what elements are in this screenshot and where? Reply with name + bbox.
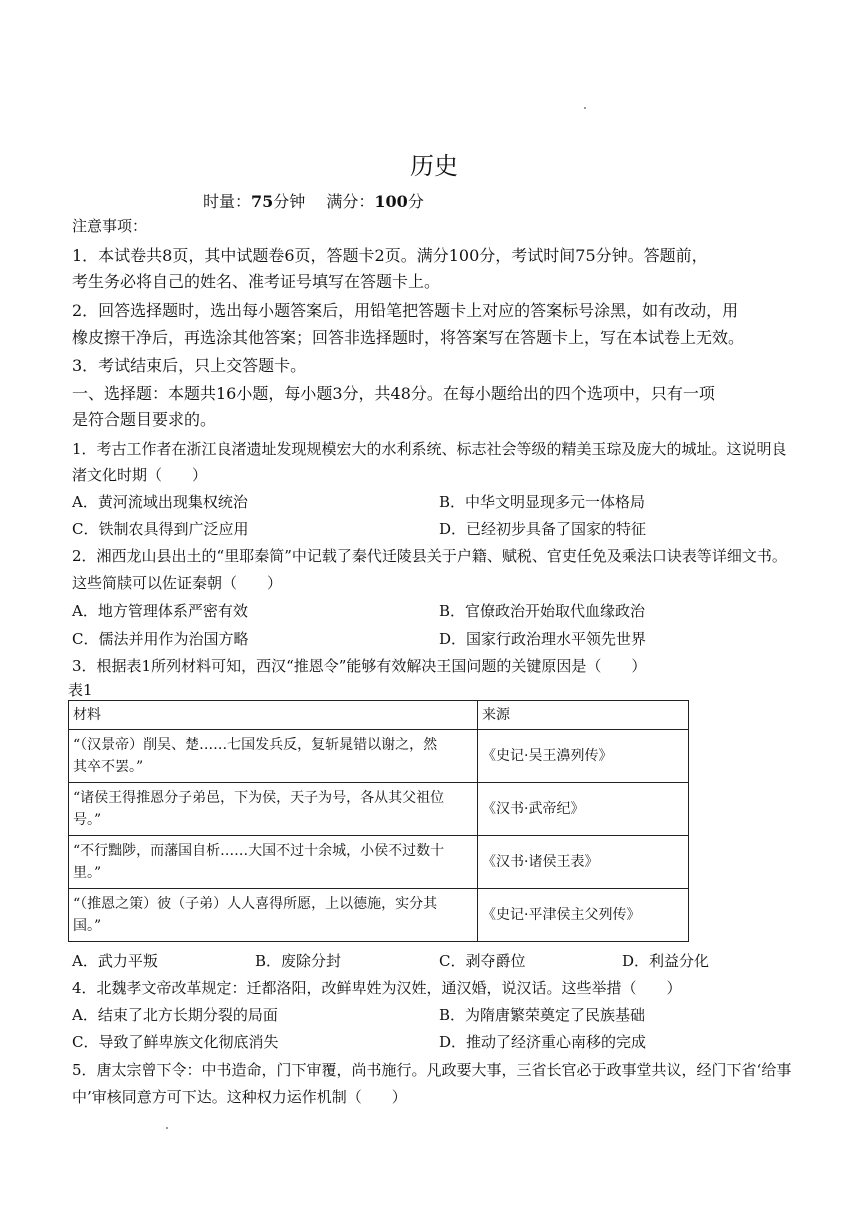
section-heading: 一、选择题：本题共16小题，每小题3分，共48分。在每小题给出的四个选项中，只有一项: [72, 384, 715, 403]
score-unit: 分: [407, 192, 424, 211]
source-cell: 《汉书·诸侯王表》: [478, 836, 689, 889]
q2-option-c: C．儒法并用作为治国方略: [72, 630, 249, 648]
time-value: 75: [251, 192, 274, 211]
q2-option-b: B．官僚政治开始取代血缘政治: [439, 602, 646, 620]
source-cell: 《史记·平津侯主父列传》: [478, 889, 689, 942]
notice-item-1-cont: 考生务必将自己的姓名、准考证号填写在答题卡上。: [72, 272, 441, 291]
notice-heading: 注意事项：: [72, 217, 148, 235]
section-heading-cont: 是符合题目要求的。: [72, 410, 217, 429]
q1-option-c: C．铁制农具得到广泛应用: [72, 520, 249, 538]
notice-item-1: 1．本试卷共8页，其中试题卷6页，答题卡2页。满分100分，考试时间75分钟。答题前，: [72, 246, 708, 265]
q1-option-b: B．中华文明显现多元一体格局: [439, 493, 646, 511]
q2-option-a: A．地方管理体系严密有效: [72, 602, 248, 620]
material-cell: [69, 730, 478, 783]
score-label: 满分：: [326, 192, 375, 211]
page-title: 历史: [410, 152, 458, 180]
q4-option-d: D．推动了经济重心南移的完成: [439, 1033, 647, 1051]
q4-stem: 4．北魏孝文帝改革规定：迁都洛阳，改鲜卑姓为汉姓，通汉婚，说汉话。这些举措（ ）: [72, 979, 682, 997]
table-caption: 表1: [68, 681, 93, 699]
q5-stem: 5．唐太宗曾下令：中书造命，门下审覆，尚书施行。凡政要大事，三省长官必于政事堂共议，经门下省‘给事: [72, 1061, 792, 1079]
time-unit: 分钟: [273, 192, 306, 211]
table-header-row: [69, 701, 689, 730]
material-text: 里。”: [73, 865, 102, 881]
material-text: 其卒不罢。”: [73, 759, 144, 775]
q1-option-d: D．已经初步具备了国家的特征: [439, 520, 647, 538]
q2-option-d: D．国家行政治理水平领先世界: [439, 630, 647, 648]
notice-item-2-cont: 橡皮擦干净后，再选涂其他答案；回答非选择题时，将答案写在答题卡上，写在本试卷上无效。: [72, 328, 745, 347]
q5-stem-cont: 中’审核同意方可下达。这种权力运作机制（ ）: [72, 1088, 407, 1106]
material-text: “不行黜陟，而藩国自析……大国不过十余城，小侯不过数十: [73, 843, 445, 859]
material-text: 号。”: [73, 812, 102, 828]
table-row: [69, 730, 689, 783]
q3-stem: 3．根据表1所列材料可知，西汉“推恩令”能够有效解决王国问题的关键原因是（ ）: [72, 657, 647, 675]
time-label: 时量：: [203, 192, 252, 211]
q4-option-c: C．导致了鲜卑族文化彻底消失: [72, 1033, 279, 1051]
q3-option-a: A．武力平叛: [72, 952, 158, 970]
material-cell: [69, 889, 478, 942]
q4-option-b: B．为隋唐繁荣奠定了民族基础: [439, 1006, 646, 1024]
table-row: [69, 836, 689, 889]
material-cell: [69, 783, 478, 836]
col-material-header: 材料: [69, 701, 478, 730]
q4-option-a: A．结束了北方长期分裂的局面: [72, 1006, 278, 1024]
source-cell: 《史记·吴王濞列传》: [478, 730, 689, 783]
score-value: 100: [374, 192, 408, 211]
q1-stem: 1．考古工作者在浙江良渚遗址发现规模宏大的水利系统、标志社会等级的精美玉琮及庞大的城址。这说明良: [72, 440, 787, 458]
source-cell: 《汉书·武帝纪》: [478, 783, 689, 836]
material-text: “（推恩之策）彼（子弟）人人喜得所愿，上以德施，实分其: [73, 896, 438, 912]
material-text: “（汉景帝）削吴、楚……七国发兵反，复斩晁错以谢之，然: [73, 737, 438, 753]
q2-stem: 2．湘西龙山县出土的“里耶秦简”中记载了秦代迁陵县关于户籍、赋税、官吏任免及乘法口诀表等详细文书。: [72, 547, 787, 565]
q3-option-c: C．剥夺爵位: [439, 952, 526, 970]
q3-option-b: B．废除分封: [255, 952, 342, 970]
exam-meta: [203, 192, 424, 212]
material-text: 国。”: [73, 918, 102, 934]
table-row: [69, 889, 689, 942]
notice-item-2: 2．回答选择题时，选出每小题答案后，用铅笔把答题卡上对应的答案标号涂黑，如有改动，用: [72, 301, 739, 320]
material-cell: [69, 836, 478, 889]
source-table: [68, 700, 689, 942]
q2-stem-cont: 这些简牍可以佐证秦朝（ ）: [72, 574, 283, 592]
q1-option-a: A．黄河流域出现集权统治: [72, 493, 248, 511]
q1-stem-cont: 渚文化时期（ ）: [72, 466, 208, 484]
col-source-header: 来源: [478, 701, 689, 730]
q3-option-d: D．利益分化: [622, 952, 710, 970]
table-row: [69, 783, 689, 836]
material-text: “诸侯王得推恩分子弟邑，下为侯，天子为号，各从其父祖位: [73, 790, 445, 806]
notice-item-3: 3．考试结束后，只上交答题卡。: [72, 356, 307, 375]
scan-dot: [166, 1127, 168, 1129]
scan-dot: [584, 107, 586, 109]
